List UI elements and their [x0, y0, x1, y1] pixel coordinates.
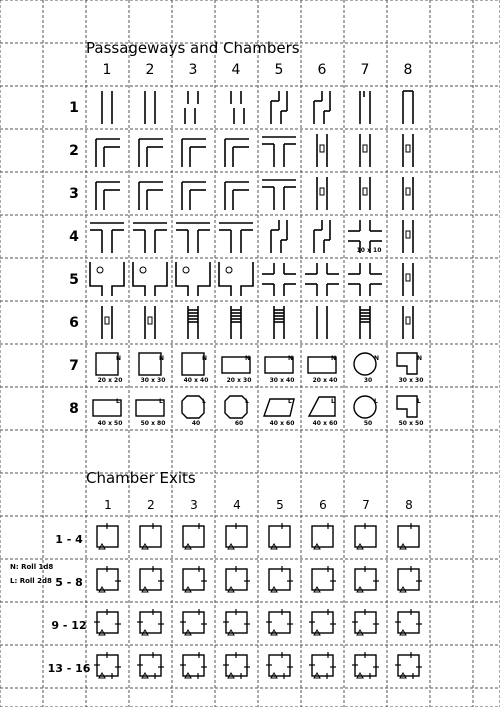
- cross-chamber-size-label: 10 x 10: [356, 247, 382, 254]
- passage-tile-stairs-up: [231, 306, 241, 339]
- passage-tile-corridor-side-branches-mirrored: [317, 177, 327, 210]
- chamber-size-label: 50: [363, 420, 373, 427]
- chamber-rect: [308, 355, 337, 384]
- passage-tile-t-junction-wide: [133, 223, 167, 253]
- chamber-roll-letter: N: [374, 355, 380, 362]
- chamber-roll-letter: L: [288, 398, 292, 405]
- chamber-roll-letter: N: [331, 355, 337, 362]
- chamber-size-label: 30 x 30: [140, 377, 166, 384]
- chamber-roll-letter: L: [202, 398, 206, 405]
- passage-tile-corridor-double-bend: [271, 91, 287, 124]
- exits-row-headers: [48, 533, 91, 675]
- passage-row-header: 2: [69, 143, 79, 159]
- passage-tile-corridor-side-door: [403, 263, 413, 296]
- chamber-size-label: 50 x 80: [140, 420, 166, 427]
- passage-column-header: 5: [274, 62, 284, 78]
- passage-tile-octagonal-cross: [305, 263, 339, 296]
- passage-tile-diagonal-corner: [225, 139, 249, 167]
- chamber-size-label: 20 x 20: [97, 377, 123, 384]
- exit-box: [355, 566, 379, 592]
- passage-column-header: 7: [360, 62, 370, 78]
- chamber-roll-letter: L: [331, 398, 335, 405]
- exit-box: [269, 523, 290, 549]
- exit-box: [398, 523, 419, 549]
- exit-box: [226, 566, 250, 592]
- passage-tile-corridor-side-branch-right: [360, 134, 370, 167]
- chamber-size-label: 40 x 40: [183, 377, 209, 384]
- passage-column-header: 8: [403, 62, 413, 78]
- exit-column-header: 4: [233, 498, 241, 512]
- exits-title: Chamber Exits: [86, 469, 196, 487]
- chamber-rect: [222, 355, 251, 384]
- passage-row-header: 3: [69, 186, 79, 202]
- chamber-square: [96, 353, 122, 384]
- chamber-size-label: 50 x 50: [398, 420, 424, 427]
- chamber-roll-letter: N: [245, 355, 251, 362]
- passage-tile-corridor-kink-right: [231, 91, 244, 124]
- passageways-title: Passageways and Chambers: [86, 39, 300, 57]
- chamber-roll-letter: L: [374, 398, 378, 405]
- passage-tile-corner-with-stub-mirrored: [314, 220, 330, 253]
- chamber-size-label: 40 x 60: [269, 420, 295, 427]
- passage-tile-straight-corridor: [102, 91, 112, 124]
- passage-tile-y-junction: [219, 223, 253, 253]
- passage-tile-straight-corridor: [145, 91, 155, 124]
- exit-box: [309, 609, 336, 635]
- passage-tile-corridor-with-door: [403, 134, 413, 167]
- chamber-octagon: [225, 396, 249, 427]
- chamber-circle: [354, 396, 378, 427]
- passage-tile-t-junction: [90, 223, 124, 253]
- passage-tile-corner-with-stub: [271, 220, 287, 253]
- chamber-square: [139, 353, 165, 384]
- exit-box: [137, 652, 164, 679]
- passage-tile-archway-room-portcullis: [219, 262, 253, 296]
- passage-tile-cross-with-stubs: [348, 263, 382, 296]
- exit-box: [180, 609, 207, 635]
- passage-tile-corridor-trapdoor-arrow: [102, 306, 112, 339]
- exit-box: [395, 609, 422, 635]
- passage-row-header: 6: [69, 315, 79, 331]
- chamber-size-label: 30 x 40: [269, 377, 295, 384]
- exit-box: [94, 609, 121, 635]
- chamber-roll-letter: N: [288, 355, 294, 362]
- exit-column-header: 6: [319, 498, 327, 512]
- exit-box: [395, 652, 422, 679]
- chamber-size-label: 20 x 40: [312, 377, 338, 384]
- passage-tile-t-junction-side-mirrored: [262, 180, 296, 210]
- passage-column-header: 2: [145, 62, 155, 78]
- passage-column-header: 1: [102, 62, 112, 78]
- passage-tile-t-junction-small: [176, 223, 210, 253]
- passage-tile-corridor-dark-pit-arrow: [360, 306, 370, 339]
- chamber-roll-letter: L: [159, 398, 163, 405]
- passage-tile-corner-turn-arrow-mirrored: [182, 182, 206, 210]
- note-l-roll: L: Roll 2d8: [10, 577, 52, 585]
- exit-box: [355, 523, 376, 549]
- passage-tile-corridor-kink-left: [185, 91, 198, 124]
- passage-tile-corridor-side-branch-left: [360, 177, 370, 210]
- passage-tile-corridor-side-branches: [317, 134, 327, 167]
- chamber-size-label: 30: [363, 377, 373, 384]
- passage-tile-side-passage-arrow: [403, 306, 413, 339]
- passage-tile-corner-turn-with-arrow: [182, 139, 206, 167]
- exit-box: [312, 566, 336, 592]
- exit-column-header: 8: [405, 498, 413, 512]
- passage-column-header: 6: [317, 62, 327, 78]
- exit-row-header: 9 - 12: [51, 619, 87, 632]
- passage-tile-corridor-trapdoor-double-arrow: [145, 306, 155, 339]
- exit-box: [352, 652, 379, 679]
- exit-box: [226, 523, 247, 549]
- exit-box: [137, 609, 164, 635]
- exit-box: [266, 609, 293, 635]
- chamber-rect: [136, 398, 165, 427]
- exit-box: [97, 523, 118, 549]
- passage-column-header: 4: [231, 62, 241, 78]
- exit-box: [269, 566, 293, 592]
- chamber-notched: [397, 396, 423, 427]
- exit-column-header: 2: [147, 498, 155, 512]
- passage-tile-corridor-double-bend-mirrored: [314, 91, 330, 124]
- chamber-size-label: 20 x 30: [226, 377, 252, 384]
- chamber-size-label: 40: [191, 420, 201, 427]
- chamber-size-label: 40 x 60: [312, 420, 338, 427]
- chamber-size-label: 30 x 30: [398, 377, 424, 384]
- passage-row-header: 1: [69, 100, 79, 116]
- passage-tile-corner-turn: [96, 139, 120, 167]
- exit-box: [352, 609, 379, 635]
- exit-box: [223, 609, 250, 635]
- passage-row-header: 4: [69, 229, 79, 245]
- chamber-size-label: 40 x 50: [97, 420, 123, 427]
- passage-tile-dead-end-corridor: [403, 91, 413, 124]
- passage-tile-corridor-narrowing: [317, 306, 327, 339]
- passage-tile-room-with-round-features-pair: [133, 262, 167, 296]
- chamber-rect: [265, 355, 294, 384]
- passage-tile-t-junction-side: [262, 137, 296, 167]
- exit-box: [183, 523, 204, 549]
- chamber-notched: [397, 353, 423, 384]
- chamber-roll-letter: N: [116, 355, 122, 362]
- passage-row-header: 5: [69, 272, 79, 288]
- chamber-roll-letter: L: [417, 398, 421, 405]
- passage-tile-corridor-double-door: [403, 220, 413, 253]
- chamber-rect: [93, 398, 122, 427]
- passage-tile-corner-turn-mirrored: [139, 182, 163, 210]
- passage-column-header: 3: [188, 62, 198, 78]
- exit-column-header: 7: [362, 498, 370, 512]
- exit-box: [309, 652, 336, 679]
- passage-tile-corridor-with-stub: [360, 91, 370, 124]
- passage-tile-corridor-with-door: [403, 177, 413, 210]
- exit-box: [94, 652, 121, 679]
- exit-box: [140, 566, 164, 592]
- exit-box: [140, 523, 161, 549]
- passage-tile-diagonal-corner-mirrored: [225, 182, 249, 210]
- chamber-roll-letter: L: [245, 398, 249, 405]
- passage-tile-archway-room: [176, 262, 210, 296]
- chamber-roll-letter: N: [202, 355, 208, 362]
- passage-tile-stairs-down: [188, 306, 198, 339]
- exit-box: [180, 652, 207, 679]
- chamber-size-label: 60: [234, 420, 244, 427]
- exit-column-header: 1: [104, 498, 112, 512]
- exit-box: [223, 652, 250, 679]
- exit-box: [398, 566, 422, 592]
- chamber-roll-letter: N: [417, 355, 423, 362]
- chamber-square: [182, 353, 208, 384]
- passage-tile-corner-turn: [139, 139, 163, 167]
- exit-box: [312, 523, 333, 549]
- passage-tile-corner-turn-mirrored: [96, 182, 120, 210]
- exit-box: [266, 652, 293, 679]
- exit-box: [183, 566, 207, 592]
- chamber-circle: [354, 353, 379, 384]
- exit-column-header: 5: [276, 498, 284, 512]
- exit-row-header: 13 - 16: [47, 662, 91, 675]
- chamber-roll-letter: L: [116, 398, 120, 405]
- passage-tile-room-with-round-features: [90, 262, 124, 296]
- exit-row-header: 1 - 4: [55, 533, 83, 546]
- chamber-octagon: [182, 396, 206, 427]
- passage-tile-spiral-stairs: [274, 306, 284, 339]
- chamber-triangle-house: [309, 397, 337, 427]
- note-n-roll: N: Roll 1d8: [10, 563, 54, 571]
- exit-row-header: 5 - 8: [55, 576, 83, 589]
- passage-row-header: 7: [69, 358, 79, 374]
- exit-box: [97, 566, 121, 592]
- chamber-trapezoid: [264, 398, 294, 427]
- passage-tile-four-way-cross: [262, 263, 296, 296]
- exit-column-header: 3: [190, 498, 198, 512]
- passage-row-header: 8: [69, 401, 79, 417]
- chamber-roll-letter: N: [159, 355, 165, 362]
